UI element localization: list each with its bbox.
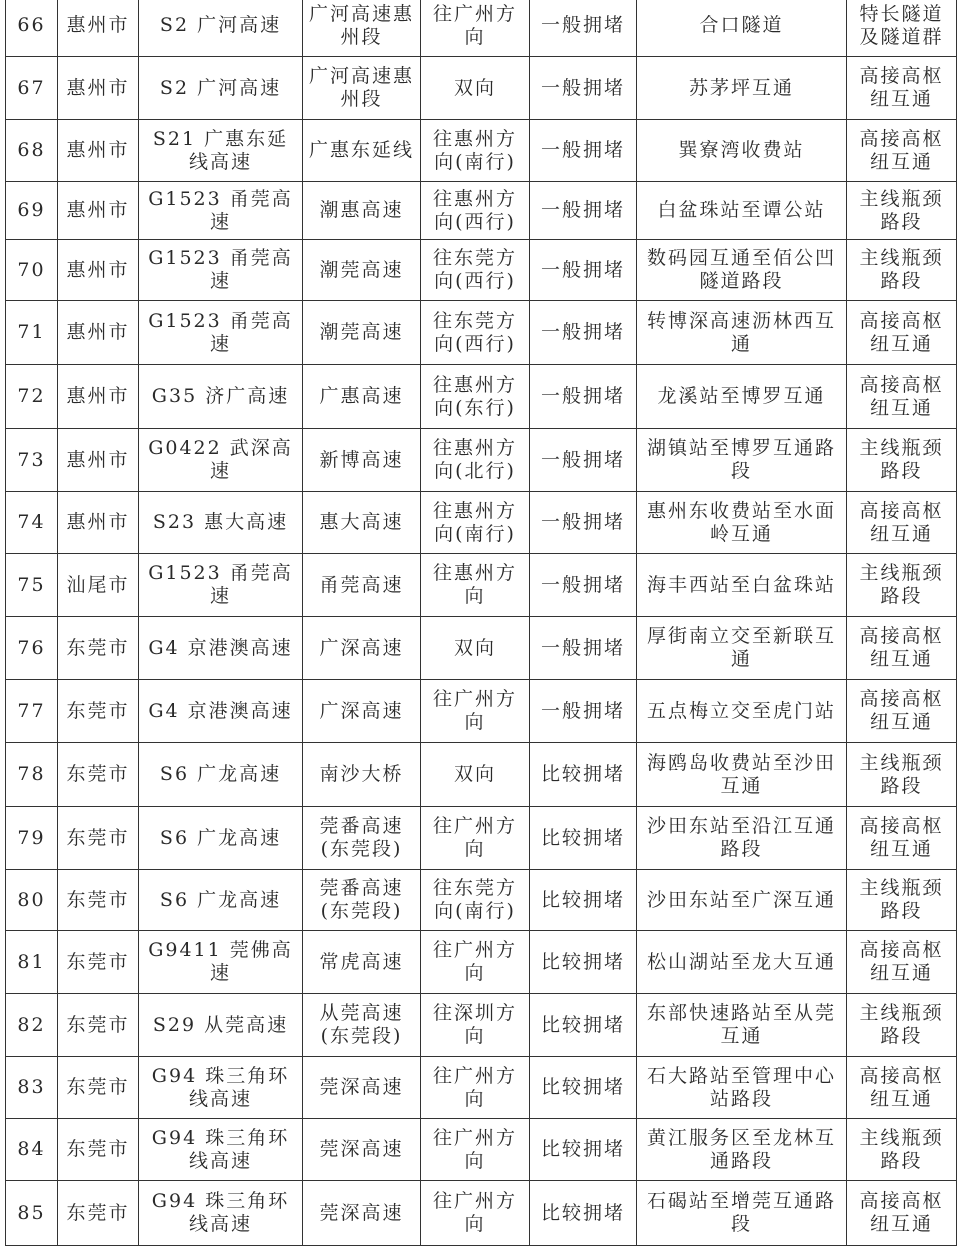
cell-number: 83 [6, 1057, 58, 1119]
cell-expressway: S21 广惠东延线高速 [139, 120, 303, 182]
cell-section: 广深高速 [303, 680, 421, 743]
cell-type: 主线瓶颈路段 [847, 182, 957, 240]
cell-type: 高接高枢纽互通 [847, 492, 957, 554]
cell-direction: 往广州方向 [421, 1119, 530, 1181]
cell-section: 广惠高速 [303, 365, 421, 429]
cell-location: 湖镇站至博罗互通路段 [637, 429, 847, 492]
cell-congestion-level: 比较拥堵 [530, 743, 637, 807]
cell-type: 主线瓶颈路段 [847, 870, 957, 931]
cell-section: 莞深高速 [303, 1119, 421, 1181]
cell-city: 东莞市 [58, 680, 139, 743]
cell-expressway: G4 京港澳高速 [139, 617, 303, 680]
table-row [6, 240, 957, 301]
cell-expressway: S6 广龙高速 [139, 870, 303, 931]
cell-congestion-level: 一般拥堵 [530, 617, 637, 680]
cell-congestion-level: 一般拥堵 [530, 365, 637, 429]
cell-section: 南沙大桥 [303, 743, 421, 807]
cell-congestion-level: 比较拥堵 [530, 994, 637, 1057]
cell-number: 69 [6, 182, 58, 240]
cell-direction: 往广州方向 [421, 680, 530, 743]
cell-location: 东部快速路站至从莞互通 [637, 994, 847, 1057]
cell-expressway: G35 济广高速 [139, 365, 303, 429]
table-row [6, 301, 957, 365]
cell-direction: 往惠州方向(北行) [421, 429, 530, 492]
cell-city: 惠州市 [58, 365, 139, 429]
cell-congestion-level: 一般拥堵 [530, 301, 637, 365]
cell-location: 苏茅坪互通 [637, 57, 847, 120]
cell-location: 惠州东收费站至水面岭互通 [637, 492, 847, 554]
cell-type: 主线瓶颈路段 [847, 1119, 957, 1181]
congestion-table [5, 0, 957, 1246]
cell-direction: 往惠州方向(西行) [421, 182, 530, 240]
table-row [6, 0, 957, 57]
cell-number: 80 [6, 870, 58, 931]
cell-expressway: S2 广河高速 [139, 0, 303, 57]
cell-city: 惠州市 [58, 120, 139, 182]
cell-congestion-level: 一般拥堵 [530, 240, 637, 301]
cell-number: 72 [6, 365, 58, 429]
cell-type: 高接高枢纽互通 [847, 617, 957, 680]
cell-type: 高接高枢纽互通 [847, 1057, 957, 1119]
cell-city: 惠州市 [58, 301, 139, 365]
table-row [6, 365, 957, 429]
cell-city: 东莞市 [58, 807, 139, 870]
cell-direction: 往东莞方向(西行) [421, 301, 530, 365]
cell-expressway: G94 珠三角环线高速 [139, 1057, 303, 1119]
cell-number: 78 [6, 743, 58, 807]
cell-section: 广惠东延线 [303, 120, 421, 182]
cell-expressway: S6 广龙高速 [139, 743, 303, 807]
cell-location: 合口隧道 [637, 0, 847, 57]
cell-section: 广深高速 [303, 617, 421, 680]
cell-location: 巽寮湾收费站 [637, 120, 847, 182]
cell-city: 东莞市 [58, 743, 139, 807]
cell-location: 石碣站至增莞互通路段 [637, 1181, 847, 1246]
table-row [6, 120, 957, 182]
table-row [6, 680, 957, 743]
cell-number: 85 [6, 1181, 58, 1246]
table-row [6, 743, 957, 807]
cell-section: 莞番高速(东莞段) [303, 807, 421, 870]
cell-location: 沙田东站至沿江互通路段 [637, 807, 847, 870]
cell-direction: 往惠州方向(南行) [421, 120, 530, 182]
table-row [6, 807, 957, 870]
cell-expressway: S29 从莞高速 [139, 994, 303, 1057]
cell-section: 广河高速惠州段 [303, 57, 421, 120]
cell-section: 莞深高速 [303, 1057, 421, 1119]
cell-expressway: S6 广龙高速 [139, 807, 303, 870]
cell-number: 84 [6, 1119, 58, 1181]
table-row [6, 994, 957, 1057]
cell-congestion-level: 一般拥堵 [530, 492, 637, 554]
table-row [6, 429, 957, 492]
table-row [6, 1057, 957, 1119]
cell-section: 莞番高速(东莞段) [303, 870, 421, 931]
cell-city: 东莞市 [58, 617, 139, 680]
cell-congestion-level: 比较拥堵 [530, 870, 637, 931]
table-row [6, 870, 957, 931]
cell-type: 高接高枢纽互通 [847, 1181, 957, 1246]
cell-location: 海鸥岛收费站至沙田互通 [637, 743, 847, 807]
cell-number: 77 [6, 680, 58, 743]
cell-location: 转博深高速沥林西互通 [637, 301, 847, 365]
cell-type: 高接高枢纽互通 [847, 680, 957, 743]
cell-city: 东莞市 [58, 931, 139, 994]
cell-number: 75 [6, 554, 58, 617]
cell-city: 惠州市 [58, 0, 139, 57]
cell-location: 石大路站至管理中心站路段 [637, 1057, 847, 1119]
cell-city: 惠州市 [58, 240, 139, 301]
cell-number: 74 [6, 492, 58, 554]
cell-location: 数码园互通至佰公凹隧道路段 [637, 240, 847, 301]
cell-number: 76 [6, 617, 58, 680]
cell-direction: 往广州方向 [421, 0, 530, 57]
cell-congestion-level: 一般拥堵 [530, 120, 637, 182]
cell-expressway: G4 京港澳高速 [139, 680, 303, 743]
cell-section: 甬莞高速 [303, 554, 421, 617]
cell-section: 广河高速惠州段 [303, 0, 421, 57]
cell-type: 高接高枢纽互通 [847, 120, 957, 182]
table-row [6, 1119, 957, 1181]
cell-congestion-level: 比较拥堵 [530, 1181, 637, 1246]
table-row [6, 492, 957, 554]
cell-section: 潮莞高速 [303, 240, 421, 301]
cell-number: 79 [6, 807, 58, 870]
cell-number: 67 [6, 57, 58, 120]
cell-direction: 往惠州方向(南行) [421, 492, 530, 554]
cell-location: 白盆珠站至谭公站 [637, 182, 847, 240]
cell-direction: 往广州方向 [421, 931, 530, 994]
cell-direction: 往惠州方向 [421, 554, 530, 617]
cell-direction: 往深圳方向 [421, 994, 530, 1057]
cell-congestion-level: 一般拥堵 [530, 182, 637, 240]
cell-expressway: G94 珠三角环线高速 [139, 1119, 303, 1181]
cell-city: 东莞市 [58, 1057, 139, 1119]
cell-number: 81 [6, 931, 58, 994]
cell-type: 特长隧道及隧道群 [847, 0, 957, 57]
cell-direction: 往东莞方向(南行) [421, 870, 530, 931]
cell-location: 海丰西站至白盆珠站 [637, 554, 847, 617]
table-row [6, 182, 957, 240]
table-row [6, 1181, 957, 1246]
cell-location: 厚街南立交至新联互通 [637, 617, 847, 680]
cell-congestion-level: 比较拥堵 [530, 931, 637, 994]
cell-type: 主线瓶颈路段 [847, 994, 957, 1057]
cell-expressway: S23 惠大高速 [139, 492, 303, 554]
cell-direction: 往广州方向 [421, 807, 530, 870]
cell-location: 龙溪站至博罗互通 [637, 365, 847, 429]
table-row [6, 57, 957, 120]
cell-city: 东莞市 [58, 870, 139, 931]
cell-section: 莞深高速 [303, 1181, 421, 1246]
cell-direction: 双向 [421, 57, 530, 120]
cell-expressway: G1523 甬莞高速 [139, 554, 303, 617]
cell-number: 71 [6, 301, 58, 365]
cell-direction: 往东莞方向(西行) [421, 240, 530, 301]
cell-section: 常虎高速 [303, 931, 421, 994]
cell-city: 东莞市 [58, 1181, 139, 1246]
cell-section: 惠大高速 [303, 492, 421, 554]
cell-section: 潮莞高速 [303, 301, 421, 365]
cell-expressway: G0422 武深高速 [139, 429, 303, 492]
cell-city: 惠州市 [58, 429, 139, 492]
cell-type: 主线瓶颈路段 [847, 240, 957, 301]
cell-direction: 往惠州方向(东行) [421, 365, 530, 429]
cell-city: 东莞市 [58, 994, 139, 1057]
cell-city: 汕尾市 [58, 554, 139, 617]
cell-number: 82 [6, 994, 58, 1057]
cell-location: 黄江服务区至龙林互通路段 [637, 1119, 847, 1181]
table-row [6, 617, 957, 680]
cell-city: 惠州市 [58, 182, 139, 240]
cell-type: 高接高枢纽互通 [847, 807, 957, 870]
cell-expressway: G1523 甬莞高速 [139, 301, 303, 365]
cell-expressway: G94 珠三角环线高速 [139, 1181, 303, 1246]
cell-section: 从莞高速(东莞段) [303, 994, 421, 1057]
cell-location: 五点梅立交至虎门站 [637, 680, 847, 743]
cell-congestion-level: 比较拥堵 [530, 807, 637, 870]
cell-section: 潮惠高速 [303, 182, 421, 240]
cell-type: 高接高枢纽互通 [847, 301, 957, 365]
cell-number: 66 [6, 0, 58, 57]
cell-section: 新博高速 [303, 429, 421, 492]
cell-congestion-level: 一般拥堵 [530, 57, 637, 120]
cell-congestion-level: 一般拥堵 [530, 554, 637, 617]
cell-expressway: G1523 甬莞高速 [139, 182, 303, 240]
cell-type: 高接高枢纽互通 [847, 365, 957, 429]
cell-congestion-level: 比较拥堵 [530, 1057, 637, 1119]
cell-congestion-level: 比较拥堵 [530, 1119, 637, 1181]
cell-expressway: G9411 莞佛高速 [139, 931, 303, 994]
cell-number: 73 [6, 429, 58, 492]
cell-direction: 双向 [421, 617, 530, 680]
cell-direction: 往广州方向 [421, 1181, 530, 1246]
cell-type: 主线瓶颈路段 [847, 429, 957, 492]
cell-type: 主线瓶颈路段 [847, 554, 957, 617]
cell-direction: 双向 [421, 743, 530, 807]
cell-type: 高接高枢纽互通 [847, 57, 957, 120]
cell-direction: 往广州方向 [421, 1057, 530, 1119]
cell-location: 沙田东站至广深互通 [637, 870, 847, 931]
table-row [6, 931, 957, 994]
cell-location: 松山湖站至龙大互通 [637, 931, 847, 994]
cell-city: 东莞市 [58, 1119, 139, 1181]
cell-type: 主线瓶颈路段 [847, 743, 957, 807]
cell-expressway: S2 广河高速 [139, 57, 303, 120]
cell-expressway: G1523 甬莞高速 [139, 240, 303, 301]
cell-congestion-level: 一般拥堵 [530, 429, 637, 492]
table-row [6, 554, 957, 617]
cell-congestion-level: 一般拥堵 [530, 680, 637, 743]
cell-number: 68 [6, 120, 58, 182]
cell-number: 70 [6, 240, 58, 301]
cell-city: 惠州市 [58, 492, 139, 554]
cell-city: 惠州市 [58, 57, 139, 120]
table-body [6, 0, 957, 1246]
cell-type: 高接高枢纽互通 [847, 931, 957, 994]
cell-congestion-level: 一般拥堵 [530, 0, 637, 57]
